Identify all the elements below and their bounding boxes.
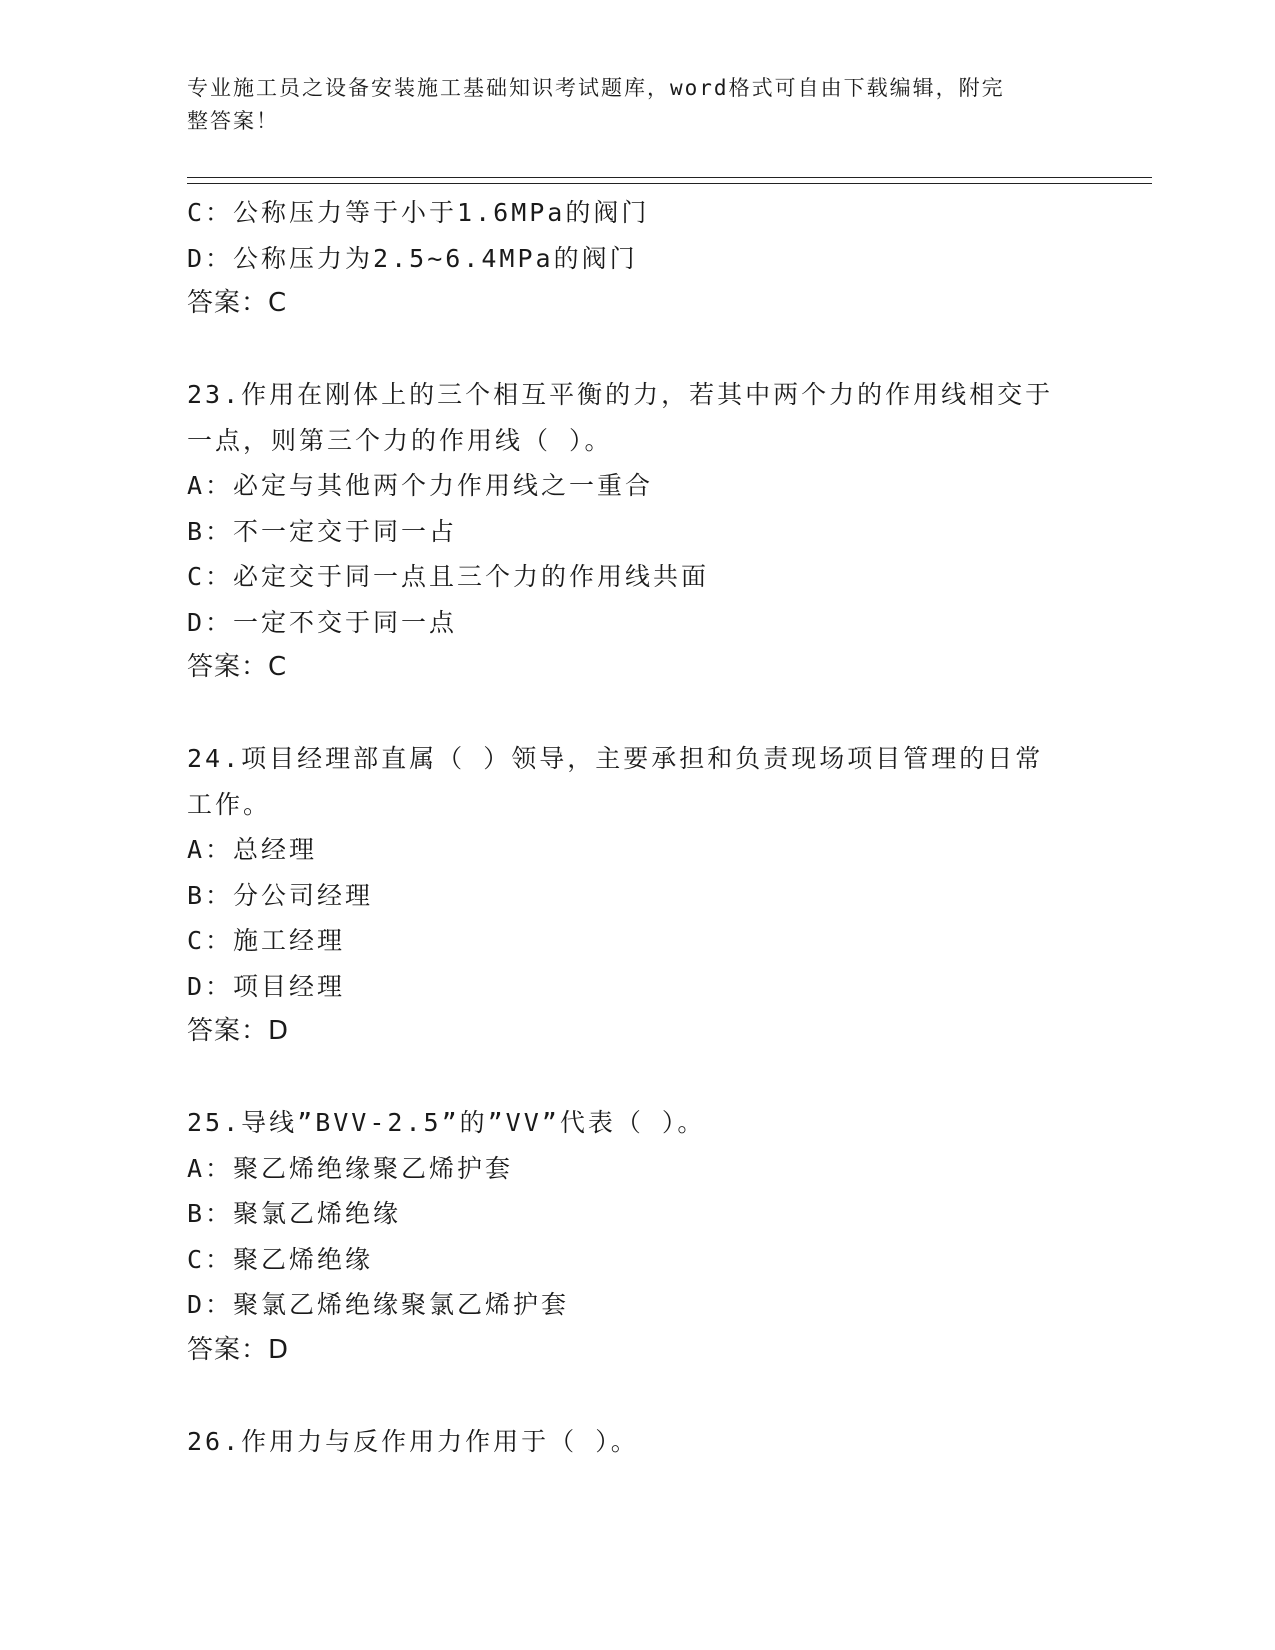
question-stem: 工作。	[187, 789, 272, 819]
question-25	[187, 1100, 1087, 1373]
header-title-line-2: 整答案！	[187, 109, 279, 133]
header-divider-top	[187, 177, 1152, 178]
question-stem: 24.项目经理部直属（ ）领导，主要承担和负责现场项目管理的日常	[187, 744, 1044, 773]
option-d: D：聚氯乙烯绝缘聚氯乙烯护套	[187, 1290, 570, 1319]
spacer	[187, 327, 1087, 373]
answer-line: 答案：C	[187, 652, 288, 682]
option-c: C：公称压力等于小于1.6MPa的阀门	[187, 198, 650, 227]
option-a: A：必定与其他两个力作用线之一重合	[187, 471, 654, 500]
question-stem: 23.作用在刚体上的三个相互平衡的力，若其中两个力的作用线相交于	[187, 380, 1054, 409]
question-22-continued	[187, 190, 1087, 327]
option-a: A：聚乙烯绝缘聚乙烯护套	[187, 1153, 514, 1183]
question-stem: 25.导线”BVV-2.5”的”VV”代表（ ）。	[187, 1108, 706, 1137]
answer-line: 答案：D	[187, 1016, 290, 1046]
question-stem: 一点，则第三个力的作用线（ ）。	[187, 425, 613, 455]
answer-line: 答案：C	[187, 288, 288, 318]
question-stem: 26.作用力与反作用力作用于（ ）。	[187, 1426, 639, 1456]
spacer	[187, 691, 1087, 737]
question-24	[187, 736, 1087, 1055]
option-d: D：项目经理	[187, 971, 346, 1001]
option-c: C：施工经理	[187, 926, 346, 955]
document-header	[187, 72, 1067, 138]
document-body	[187, 190, 1087, 1464]
question-26	[187, 1419, 1087, 1465]
option-b: B：聚氯乙烯绝缘	[187, 1199, 402, 1228]
spacer	[187, 1373, 1087, 1419]
header-title-line-1: 专业施工员之设备安装施工基础知识考试题库，word格式可自由下载编辑，附完	[187, 76, 1005, 100]
spacer	[187, 1055, 1087, 1101]
option-a: A：总经理	[187, 835, 318, 864]
answer-line: 答案：D	[187, 1334, 290, 1365]
option-b: B：分公司经理	[187, 880, 374, 910]
option-c: C：必定交于同一点且三个力的作用线共面	[187, 562, 710, 591]
option-d: D：一定不交于同一点	[187, 607, 458, 637]
header-divider-bottom	[187, 183, 1152, 184]
question-23	[187, 372, 1087, 691]
option-b: B：不一定交于同一占	[187, 516, 458, 546]
option-d: D：公称压力为2.5~6.4MPa的阀门	[187, 243, 638, 273]
option-c: C：聚乙烯绝缘	[187, 1244, 374, 1274]
